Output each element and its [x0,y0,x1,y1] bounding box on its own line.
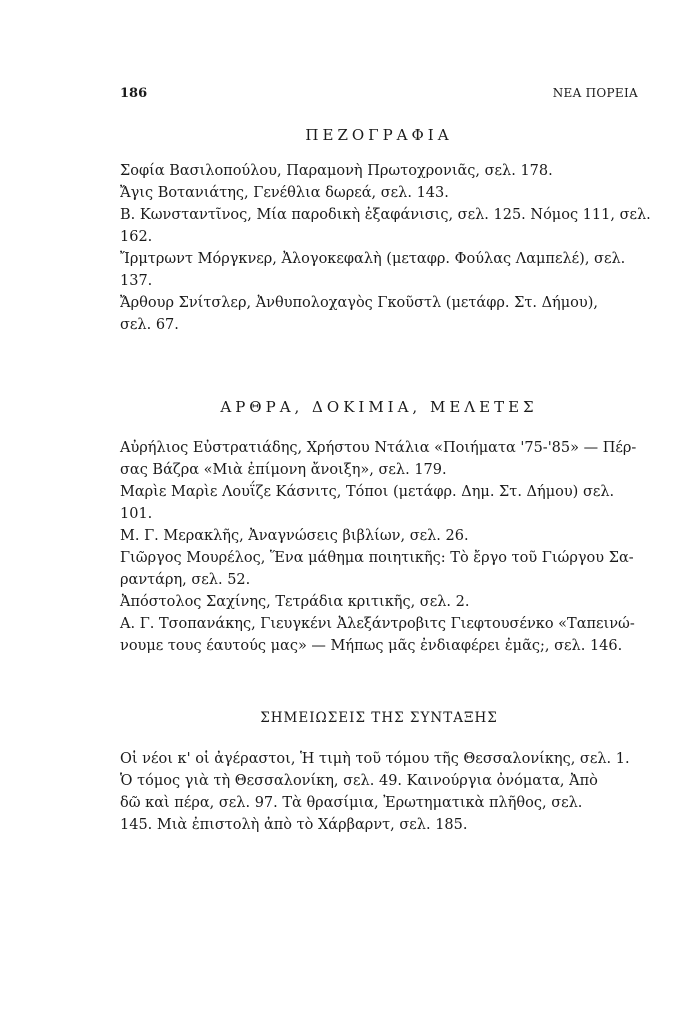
entry-line: Ἀπόστολος Σαχίνης, Τετράδια κριτικῆς, σελ. 2. [120,594,470,610]
list-item [120,182,640,204]
entries-articles [120,437,640,657]
list-item [120,160,640,182]
running-title: ΝΕΑ ΠΟΡΕΙΑ [552,86,638,100]
entry-line: 137. [120,273,153,289]
entry-line: Μ. Γ. Μερακλῆς, Ἀναγνώσεις βιβλίων, σελ. 26. [120,528,469,544]
entry-line: Β. Κωνσταντῖνος, Μία παροδικὴ ἐξαφάνισις, σελ. 125. Νόμος 111, σελ. [120,207,651,223]
entry-line: Μαρὶε Μαρὶε Λουΐζε Κάσνιτς, Τόποι (μετάφρ. Δημ. Στ. Δήμου) σελ. [120,484,615,500]
list-item [120,748,640,836]
list-item [120,248,640,292]
entry-line: σελ. 67. [120,317,179,333]
entry-line: νουμε τους έαυτούς μας» — Μήπως μᾶς ἐνδιαφέρει ἐμᾶς;, σελ. 146. [120,638,623,654]
list-item [120,437,640,481]
entry-line: Ἄγις Βοτανιάτης, Γενέθλια δωρεά, σελ. 143. [120,185,449,201]
page-header [120,86,638,106]
list-item [120,525,640,547]
list-item [120,204,651,248]
entries-notes [120,748,640,836]
list-item [120,591,640,613]
entry-line: 101. [120,506,153,522]
entry-line: 145. Μιὰ ἐπιστολὴ ἀπὸ τὸ Χάρβαρντ, σελ. 185. [120,817,468,833]
section-title-notes: ΣΗΜΕΙΩΣΕΙΣ ΤΗΣ ΣΥΝΤΑΞΗΣ [260,710,498,726]
entry-line: Ὁ τόμος γιὰ τὴ Θεσσαλονίκη, σελ. 49. Καινούργια ὀνόματα, Ἀπὸ [120,773,598,789]
list-item [120,481,640,525]
list-item [120,547,640,591]
list-item [120,613,640,657]
entry-line: Οἱ νέοι κ' οἱ ἀγέραστοι, Ἡ τιμὴ τοῦ τόμου τῆς Θεσσαλονίκης, σελ. 1. [120,751,630,767]
entry-line: 162. [120,229,153,245]
entry-line: Ἴρμτρωντ Μόργκνερ, Ἀλογοκεφαλὴ (μεταφρ. Φούλας Λαμπελέ), σελ. [120,251,626,267]
entry-line: δῶ καὶ πέρα, σελ. 97. Τὰ θρασίμια, Ἐρωτηματικὰ πλῆθος, σελ. [120,795,583,811]
entry-line: σας Βάζρα «Μιὰ ἐπίμονη ἄνοιξη», σελ. 179. [120,462,447,478]
page-number: 186 [120,86,148,101]
entries-prose [120,160,651,336]
list-item [120,292,640,336]
entry-line: Α. Γ. Τσοπανάκης, Γιευγκένι Ἀλεξάντροβιτς Γιεφτουσένκο «Ταπεινώ- [120,616,635,632]
entry-line: Σοφία Βασιλοπούλου, Παραμονὴ Πρωτοχρονιᾶς, σελ. 178. [120,163,553,179]
entry-line: Ἄρθουρ Σνίτσλερ, Ἀνθυπολοχαγὸς Γκοῦστλ (μετάφρ. Στ. Δήμου), [120,295,598,311]
entry-line: Αὐρήλιος Εὐστρατιάδης, Χρήστου Ντάλια «Ποιήματα '75-'85» — Πέρ- [120,440,637,456]
section-title-articles: ΑΡΘΡΑ, ΔΟΚΙΜΙΑ, ΜΕΛΕΤΕΣ [220,398,538,416]
section-title-prose: ΠΕΖΟΓΡΑΦΙΑ [305,126,453,144]
entry-line: Γιῶργος Μουρέλος, Ἕνα μάθημα ποιητικῆς: Τὸ ἔργο τοῦ Γιώργου Σα- [120,550,634,566]
entry-line: ραντάρη, σελ. 52. [120,572,251,588]
